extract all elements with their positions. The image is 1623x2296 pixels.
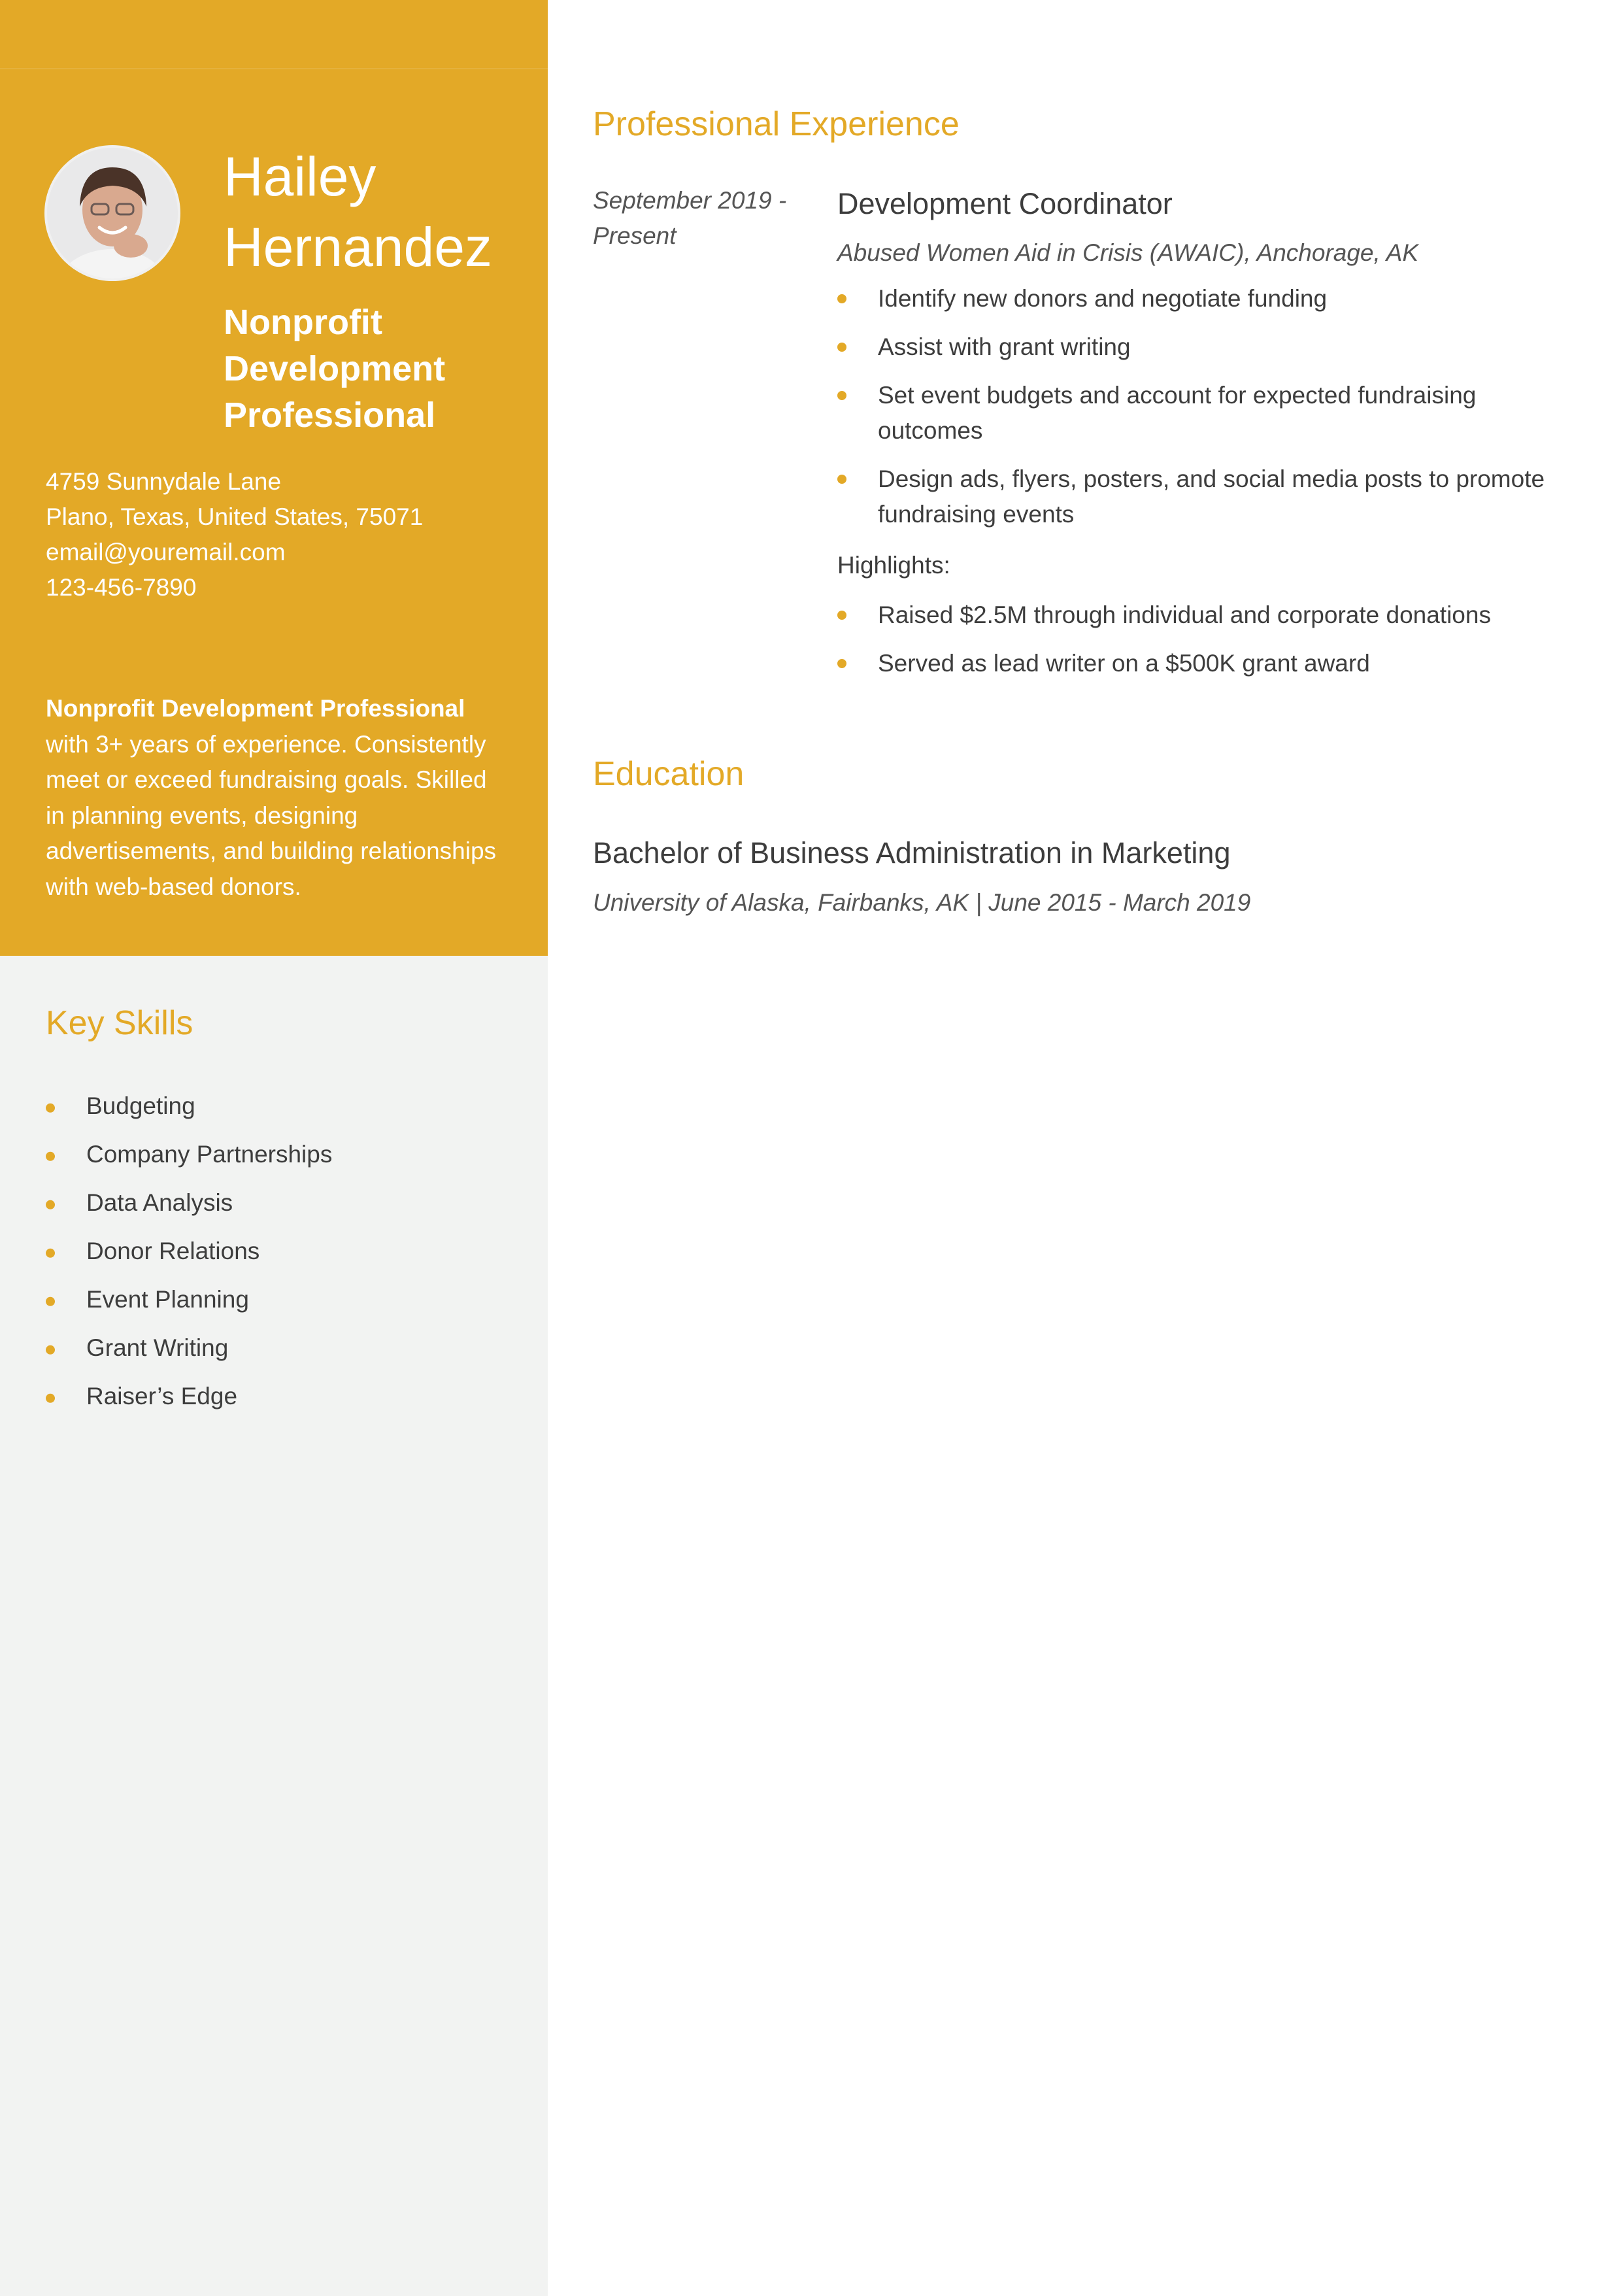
- list-item: [46, 1275, 332, 1324]
- headline-line: Nonprofit: [224, 303, 382, 342]
- bullet-icon: [837, 343, 846, 352]
- skill-label: Grant Writing: [86, 1334, 229, 1361]
- list-item: [46, 1324, 332, 1372]
- list-item: [837, 281, 1569, 316]
- school-detail: University of Alaska, Fairbanks, AK | June 2015 - March 2019: [593, 889, 1251, 916]
- list-item: [46, 1082, 332, 1130]
- list-item: [837, 378, 1531, 448]
- sidebar: [0, 0, 548, 2296]
- skills-list: [46, 1082, 332, 1421]
- profile-photo-icon: [47, 148, 178, 279]
- full-name: [224, 141, 524, 282]
- highlights-list: [837, 598, 1569, 694]
- bullet-icon: [837, 611, 846, 620]
- contact-block: [46, 464, 516, 605]
- job-company: Abused Women Aid in Crisis (AWAIC), Anchorage, AK: [837, 239, 1419, 266]
- job-headline: [224, 299, 511, 439]
- date-line: September 2019 -: [593, 187, 787, 214]
- summary-highlight: Nonprofit Development Professional: [46, 695, 465, 722]
- job-title: Development Coordinator: [837, 187, 1173, 220]
- summary-paragraph: [46, 691, 503, 905]
- bullet-icon: [46, 1297, 55, 1306]
- bullet-icon: [46, 1104, 55, 1113]
- bullet-icon: [46, 1249, 55, 1258]
- highlight-text: Raised $2.5M through individual and corporate donations: [878, 601, 1491, 628]
- skill-label: Company Partnerships: [86, 1141, 333, 1168]
- headline-line: Development: [224, 349, 446, 388]
- list-item: [837, 646, 1569, 681]
- headline-line: Professional: [224, 396, 436, 435]
- education-heading: Education: [593, 755, 745, 793]
- list-item: [46, 1130, 332, 1179]
- bullet-icon: [46, 1394, 55, 1403]
- duty-text: Assist with grant writing: [878, 333, 1131, 360]
- address-line: Plano, Texas, United States, 75071: [46, 503, 424, 530]
- email-link[interactable]: email@youremail.com: [46, 539, 286, 566]
- bullet-icon: [46, 1152, 55, 1161]
- first-name: Hailey: [224, 146, 376, 207]
- duties-list: [837, 281, 1569, 545]
- avatar: [44, 145, 180, 281]
- bullet-icon: [46, 1200, 55, 1209]
- list-item: [837, 462, 1571, 532]
- divider: [0, 68, 548, 69]
- bullet-icon: [46, 1345, 55, 1355]
- skill-label: Data Analysis: [86, 1189, 233, 1216]
- date-line: Present: [593, 222, 677, 249]
- skill-label: Raiser’s Edge: [86, 1383, 238, 1410]
- bullet-icon: [837, 391, 846, 400]
- duty-text: Identify new donors and negotiate funding: [878, 285, 1328, 312]
- phone-number: 123-456-7890: [46, 574, 197, 601]
- skill-label: Event Planning: [86, 1286, 249, 1313]
- list-item: [837, 329, 1569, 365]
- list-item: [46, 1227, 332, 1275]
- last-name: Hernandez: [224, 216, 492, 278]
- duty-text: Set event budgets and account for expected fundraising outcomes: [878, 382, 1477, 444]
- list-item: [837, 598, 1569, 633]
- experience-heading: Professional Experience: [593, 105, 960, 143]
- skills-heading: Key Skills: [46, 1004, 193, 1042]
- skill-label: Donor Relations: [86, 1238, 260, 1264]
- list-item: [46, 1179, 332, 1227]
- summary-text: with 3+ years of experience. Consistently meet or exceed fundraising goals. Skilled in planning events, designing advertisements, and building relationships with web-based donors.: [46, 730, 497, 900]
- skill-label: Budgeting: [86, 1092, 195, 1119]
- highlight-text: Served as lead writer on a $500K grant award: [878, 650, 1370, 677]
- list-item: [46, 1372, 332, 1421]
- bullet-icon: [837, 294, 846, 303]
- bullet-icon: [837, 659, 846, 668]
- job-dates: [593, 183, 809, 254]
- bullet-icon: [837, 475, 846, 484]
- address-line: 4759 Sunnydale Lane: [46, 468, 282, 495]
- sidebar-header-panel: [0, 0, 548, 956]
- degree-title: Bachelor of Business Administration in Marketing: [593, 836, 1231, 869]
- highlights-label: Highlights:: [837, 552, 950, 579]
- duty-text: Design ads, flyers, posters, and social media posts to promote fundraising events: [878, 465, 1545, 528]
